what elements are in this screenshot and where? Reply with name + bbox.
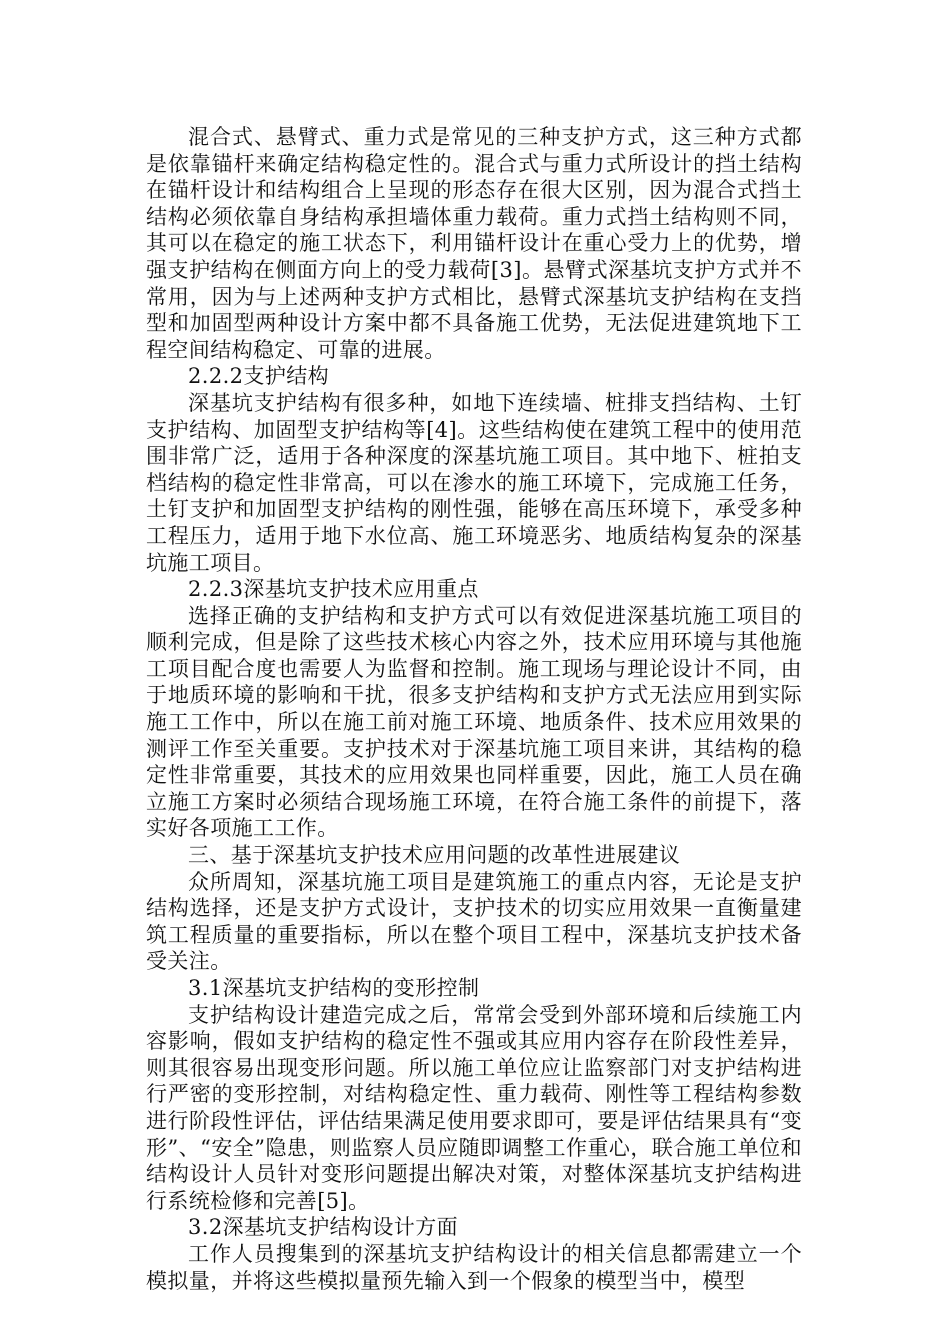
paragraph: 深基坑支护结构有很多种，如地下连续墙、桩排支挡结构、土钉支护结构、加固型支护结构等[4]。这些结构使在建筑工程中的使用范围非常广泛，适用于各种深度的深基坑施工项目。其中地下、桩拍支档结构的稳定性非常高，可以在渗水的施工环境下，完成施工任务，土钉支护和加固型支护结构的刚性强，能够在高压环境下，承受多种工程压力，适用于地下水位高、施工环境恶劣、地质结构复杂的深基坑施工项目。 [146, 390, 802, 575]
section-heading: 2.2.2支护结构 [188, 364, 330, 389]
paragraph: 混合式、悬臂式、重力式是常见的三种支护方式，这三种方式都是依靠锚杆来确定结构稳定性的。混合式与重力式所设计的挡土结构在锚杆设计和结构组合上呈现的形态存在很大区别，因为混合式挡土结构必须依靠自身结构承担墙体重力载荷。重力式挡土结构则不同，其可以在稳定的施工状态下，利用锚杆设计在重心受力上的优势，增强支护结构在侧面方向上的受力载荷[3]。悬臂式深基坑支护方式并不常用，因为与上述两种支护方式相比，悬臂式深基坑支护结构在支挡型和加固型两种设计方案中都不具备施工优势，无法促进建筑地下工程空间结构稳定、可靠的进展。 [146, 125, 802, 362]
section-heading: 3.2深基坑支护结构设计方面 [188, 1215, 458, 1240]
paragraph: 众所周知，深基坑施工项目是建筑施工的重点内容，无论是支护结构选择，还是支护方式设计，支护技术的切实应用效果一直衡量建筑工程质量的重要指标，所以在整个项目工程中，深基坑支护技术备受关注。 [146, 869, 802, 974]
paragraph: 支护结构设计建造完成之后，常常会受到外部环境和后续施工内容影响，假如支护结构的稳定性不强或其应用内容存在阶段性差异，则其很容易出现变形问题。所以施工单位应让监察部门对支护结构进行严密的变形控制，对结构稳定性、重力载荷、刚性等工程结构参数进行阶段性评估，评估结果满足使用要求即可，要是评估结果具有“变形”、“安全”隐患，则监察人员应随即调整工作重心，联合施工单位和结构设计人员针对变形问题提出解决对策，对整体深基坑支护结构进行系统检修和完善[5]。 [146, 1002, 802, 1213]
section-heading: 2.2.3深基坑支护技术应用重点 [188, 577, 479, 602]
document-body [146, 124, 802, 1294]
paragraph: 工作人员搜集到的深基坑支护结构设计的相关信息都需建立一个模拟量，并将这些模拟量预先输入到一个假象的模型当中，模型 [146, 1241, 802, 1293]
paragraph: 选择正确的支护结构和支护方式可以有效促进深基坑施工项目的顺利完成，但是除了这些技术核心内容之外，技术应用环境与其他施工项目配合度也需要人为监督和控制。施工现场与理论设计不同，由于地质环境的影响和干扰，很多支护结构和支护方式无法应用到实际施工工作中，所以在施工前对施工环境、地质条件、技术应用效果的测评工作至关重要。支护技术对于深基坑施工项目来讲，其结构的稳定性非常重要，其技术的应用效果也同样重要，因此，施工人员在确立施工方案时必须结合现场施工环境，在符合施工条件的前提下，落实好各项施工工作。 [146, 603, 802, 841]
section-heading: 3.1深基坑支护结构的变形控制 [188, 976, 480, 1000]
section-heading: 三、基于深基坑支护技术应用问题的改革性进展建议 [188, 843, 681, 868]
